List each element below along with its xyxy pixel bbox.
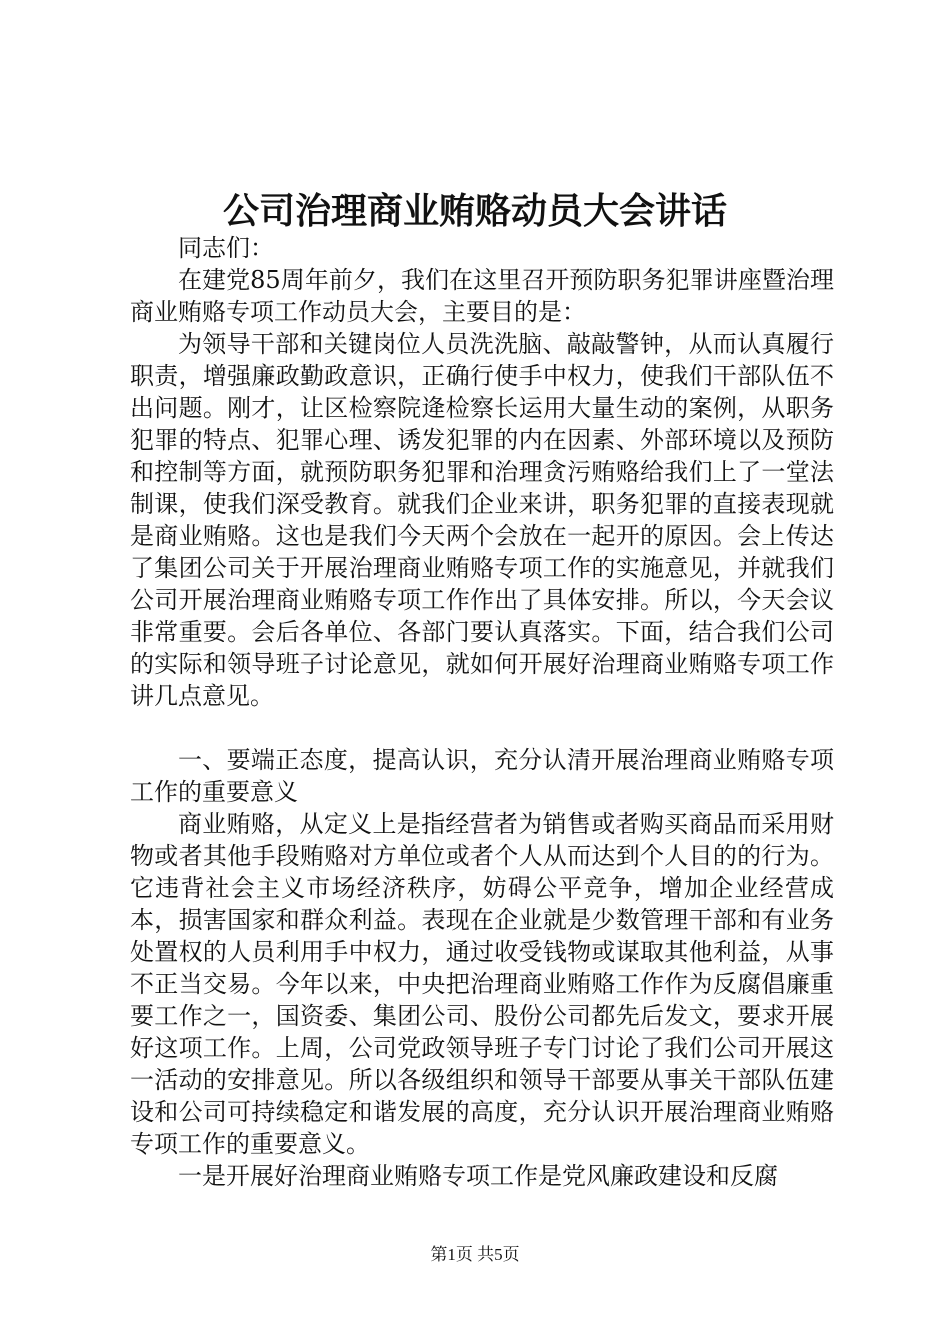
document-body: [130, 232, 834, 1192]
point-one-paragraph: 一是开展好治理商业贿赂专项工作是党风廉政建设和反腐: [178, 1162, 778, 1190]
intro-paragraph: 在建党85周年前夕，我们在这里召开预防职务犯罪讲座暨治理商业贿赂专项工作动员大会，主要目的是：: [130, 266, 834, 326]
document-title: 公司治理商业贿赂动员大会讲话: [222, 190, 727, 232]
page-footer: 第1页 共5页: [430, 1245, 520, 1264]
definition-paragraph: 商业贿赂，从定义上是指经营者为销售或者购买商品而采用财物或者其他手段贿赂对方单位或者个人从而达到个人目的的行为。它违背社会主义市场经济秩序，妨碍公平竞争，增加企业经营成本，损害国家和群众利益。表现在企业就是少数管理干部和有业务处置权的人员利用手中权力，通过收受钱物或谋取其他利益，从事不正当交易。今年以来，中央把治理商业贿赂工作作为反腐倡廉重要工作之一，国资委、集团公司、股份公司都先后发文，要求开展好这项工作。上周，公司党政领导班子专门讨论了我们公司开展这一活动的安排意见。所以各级组织和领导干部要从事关干部队伍建设和公司可持续稳定和谐发展的高度，充分认识开展治理商业贿赂专项工作的重要意义。: [130, 810, 834, 1158]
purpose-paragraph: 为领导干部和关键岗位人员洗洗脑、敲敲警钟，从而认真履行职责，增强廉政勤政意识，正确行使手中权力，使我们干部队伍不出问题。刚才，让区检察院逄检察长运用大量生动的案例，从职务犯罪的特点、犯罪心理、诱发犯罪的内在因素、外部环境以及预防和控制等方面，就预防职务犯罪和治理贪污贿赂给我们上了一堂法制课，使我们深受教育。就我们企业来讲，职务犯罪的直接表现就是商业贿赂。这也是我们今天两个会放在一起开的原因。会上传达了集团公司关于开展治理商业贿赂专项工作的实施意见，并就我们公司开展治理商业贿赂专项工作作出了具体安排。所以，今天会议非常重要。会后各单位、各部门要认真落实。下面，结合我们公司的实际和领导班子讨论意见，就如何开展好治理商业贿赂专项工作讲几点意见。: [130, 330, 834, 710]
section-heading: 一、要端正态度，提高认识，充分认清开展治理商业贿赂专项工作的重要意义: [130, 746, 834, 806]
salutation-paragraph: 同志们：: [178, 234, 274, 262]
